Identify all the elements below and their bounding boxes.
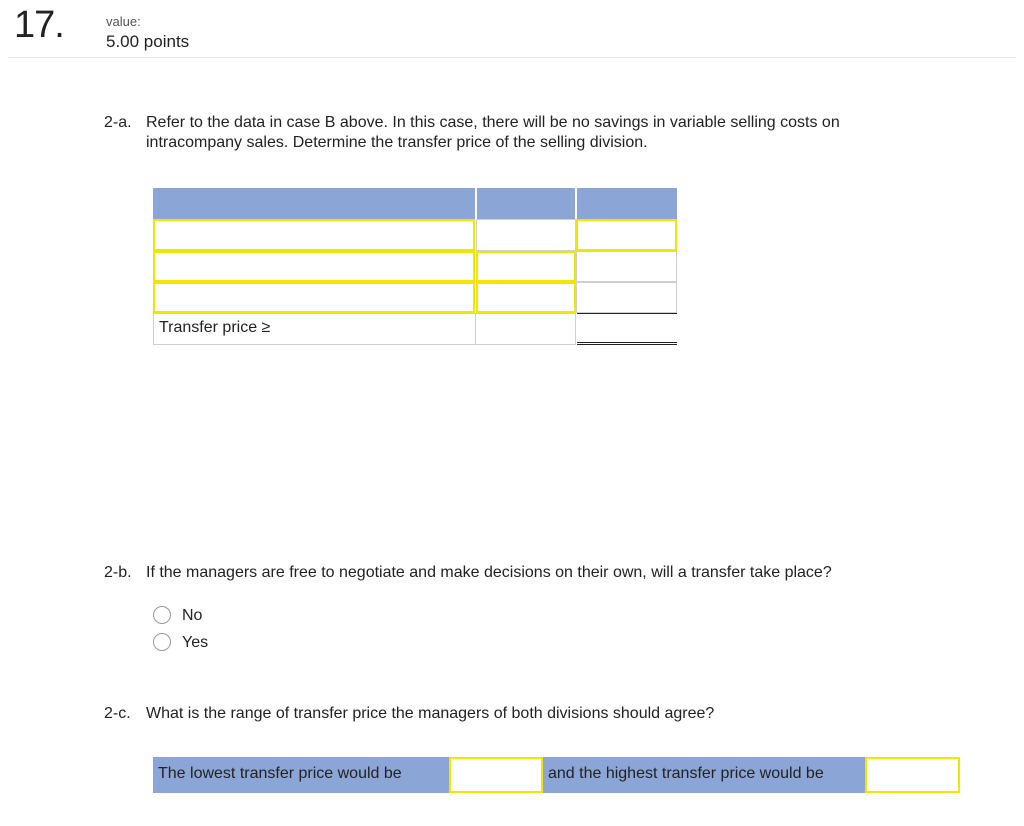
row3-col2-cell [576, 282, 677, 313]
part-b-question [104, 563, 984, 583]
lowest-price-input[interactable] [449, 757, 543, 793]
value-points: 5.00 points [106, 32, 190, 51]
worksheet-header-label [153, 188, 475, 219]
part-a-text-line1: Refer to the data in case B above. In this case, there will be no savings in variable selling costs on [146, 114, 840, 131]
transfer-price-col1-cell [475, 313, 576, 345]
part-c-text: What is the range of transfer price the managers of both divisions should agree? [146, 705, 715, 722]
part-c-number: 2-c. [104, 705, 131, 722]
worksheet-header-col2 [577, 188, 677, 219]
transfer-price-label: Transfer price ≥ [153, 313, 476, 345]
row2-col1-input[interactable] [476, 251, 576, 282]
row1-col1-cell [476, 219, 576, 251]
part-a-text-line2: intracompany sales. Determine the transfer price of the selling division. [146, 134, 648, 151]
value-label: value: [106, 14, 141, 29]
row2-label-input[interactable] [153, 251, 475, 282]
row3-label-input[interactable] [153, 282, 475, 313]
transfer-price-worksheet [153, 188, 677, 345]
row1-label-input[interactable] [153, 219, 475, 251]
part-a-number: 2-a. [104, 114, 132, 131]
part-b-text: If the managers are free to negotiate and make decisions on their own, will a transfer take place? [146, 564, 832, 581]
row3-col1-input[interactable] [476, 282, 576, 313]
highest-price-input[interactable] [865, 757, 960, 793]
row1-col2-input[interactable] [576, 219, 677, 251]
question-number: 17. [14, 4, 64, 46]
worksheet-header-col1 [477, 188, 575, 219]
radio-no-label[interactable]: No [182, 607, 203, 624]
transfer-price-total-cell [577, 313, 677, 345]
part-a-question [104, 113, 984, 155]
radio-yes[interactable] [153, 633, 171, 651]
part-b-number: 2-b. [104, 564, 132, 581]
highest-price-label: and the highest transfer price would be [543, 757, 865, 793]
row2-col2-cell [576, 251, 677, 282]
lowest-price-label: The lowest transfer price would be [153, 757, 449, 793]
radio-no[interactable] [153, 606, 171, 624]
part-c-question [104, 704, 984, 724]
radio-yes-label[interactable]: Yes [182, 634, 209, 651]
header-divider [8, 57, 1016, 58]
